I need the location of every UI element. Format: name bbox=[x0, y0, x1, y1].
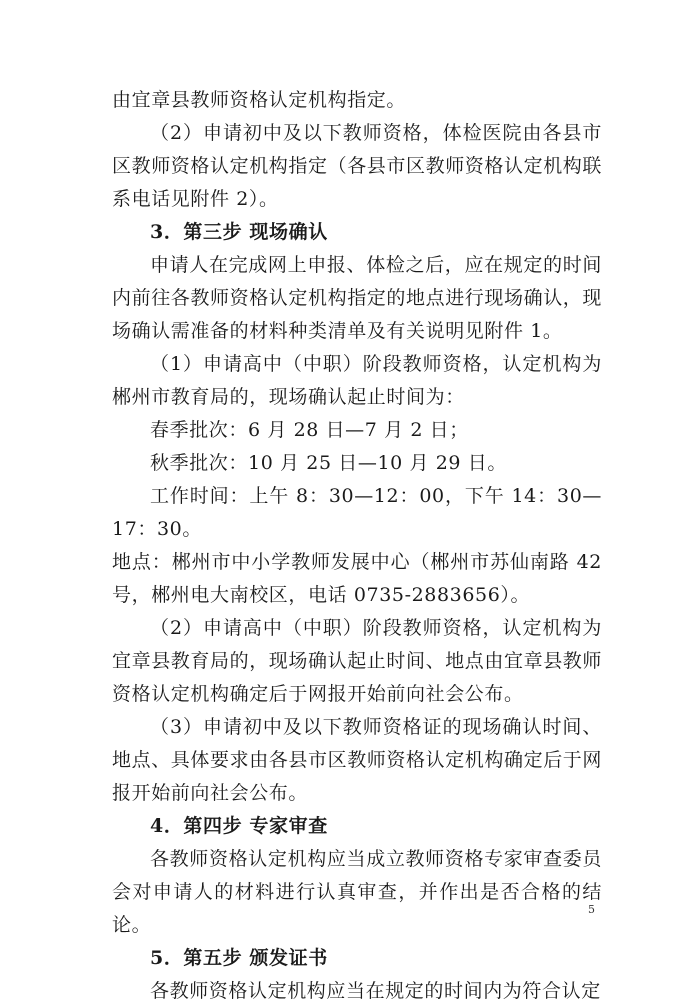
paragraph-medical-junior: （2）申请初中及以下教师资格，体检医院由各县市区教师资格认定机构指定（各县市区教师资格认定机构联系电话见附件 2）。 bbox=[112, 122, 603, 210]
heading-step-5: 5．第五步 颁发证书 bbox=[150, 947, 328, 969]
page-number: 5 bbox=[588, 903, 595, 916]
autumn-batch-dates: 秋季批次：10 月 25 日—10 月 29 日。 bbox=[150, 452, 507, 474]
heading-step-4: 4．第四步 专家审查 bbox=[150, 815, 328, 837]
spring-batch-dates: 春季批次：6 月 28 日—7 月 2 日； bbox=[150, 419, 469, 441]
paragraph-expert-review: 各教师资格认定机构应当成立教师资格专家审查委员会对申请人的材料进行认真审查，并作出是否合格的结论。 bbox=[112, 848, 602, 936]
paragraph-onsite-confirmation: 申请人在完成网上申报、体检之后，应在规定的时间内前往各教师资格认定机构指定的地点进行现场确认，现场确认需准备的材料种类清单及有关说明见附件 1。 bbox=[112, 254, 603, 342]
location-address: 地点：郴州市中小学教师发展中心（郴州市苏仙南路 42 号，郴州电大南校区，电话 0735-2883656）。 bbox=[112, 551, 602, 606]
paragraph-senior-yizhang: （2）申请高中（中职）阶段教师资格，认定机构为宜章县教育局的，现场确认起止时间、地点由宜章县教师资格认定机构确定后于网报开始前向社会公布。 bbox=[112, 617, 603, 705]
working-hours: 工作时间：上午 8：30—12：00，下午 14：30—17：30。 bbox=[112, 485, 602, 540]
heading-step-3: 3．第三步 现场确认 bbox=[150, 221, 328, 243]
paragraph-continuation: 由宜章县教师资格认定机构指定。 bbox=[112, 89, 407, 111]
paragraph-junior-confirmation: （3）申请初中及以下教师资格证的现场确认时间、地点、具体要求由各县市区教师资格认定机构确定后于网报开始前向社会公布。 bbox=[112, 716, 603, 804]
paragraph-senior-chenzhou: （1）申请高中（中职）阶段教师资格，认定机构为郴州市教育局的，现场确认起止时间为： bbox=[112, 353, 602, 408]
document-body bbox=[112, 84, 602, 1008]
paragraph-certificate-issue: 各教师资格认定机构应当在规定的时间内为符合认定 bbox=[150, 980, 601, 1002]
